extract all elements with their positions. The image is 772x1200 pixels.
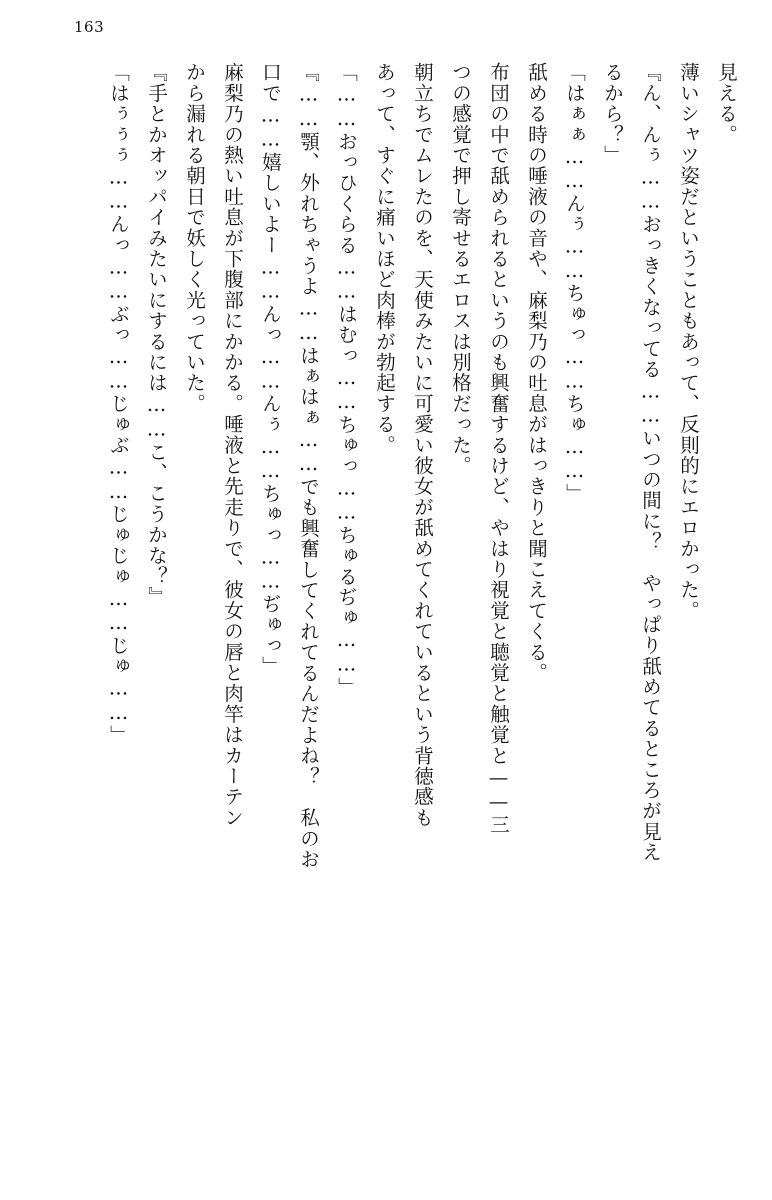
text-column: 見える。 — [715, 62, 738, 145]
text-column: 布団の中で舐められるというのも興奮するけど、やはり視覚と聴覚と触覚と——三 — [487, 62, 510, 835]
vertical-text-body — [40, 62, 736, 1162]
text-column: 麻梨乃の熱い吐息が下腹部にかかる。唾液と先走りで、彼女の唇と肉竿はカーテン — [221, 62, 244, 828]
text-column: 「……おっひくらる……はむっ……ちゅっ……ちゅるぢゅ……」 — [335, 62, 358, 698]
text-column: 『ん、んぅ……おっきくなってる……いつの間に？ やっぱり舐めてるところが見え — [639, 62, 662, 863]
text-column: 「はぁぁ……んぅ……ちゅっ……ちゅ……」 — [563, 62, 586, 504]
text-column: あって、すぐに痛いほど肉棒が勃起する。 — [373, 62, 396, 456]
page-number: 163 — [74, 18, 105, 36]
text-column: るから？」 — [601, 62, 624, 166]
text-column: 薄いシャツ姿だということもあって、反則的にエロかった。 — [677, 62, 700, 621]
text-column: から漏れる朝日で妖しく光っていた。 — [183, 62, 206, 414]
text-column: 口で……嬉しいよー……んっ……んぅ……ちゅっ……ぢゅっ」 — [259, 62, 282, 677]
text-column: 『手とかオッパイみたいにするには……こ、こうかな？』 — [145, 62, 168, 608]
text-column: 「はぅぅぅ……んっ……ぶっ……じゅぶ……じゅじゅ……じゅ……」 — [107, 62, 130, 746]
text-column: 『……顎、外れちゃうよ……はぁはぁ……でも興奮してくれてるんだよね？ 私のお — [297, 62, 320, 870]
text-column: 朝立ちでムレたのを、天使みたいに可愛い彼女が舐めてくれているという背徳感も — [411, 62, 434, 828]
text-column: つの感覚で押し寄せるエロスは別格だった。 — [449, 62, 472, 476]
text-column: 舐める時の唾液の音や、麻梨乃の吐息がはっきりと聞こえてくる。 — [525, 62, 548, 683]
